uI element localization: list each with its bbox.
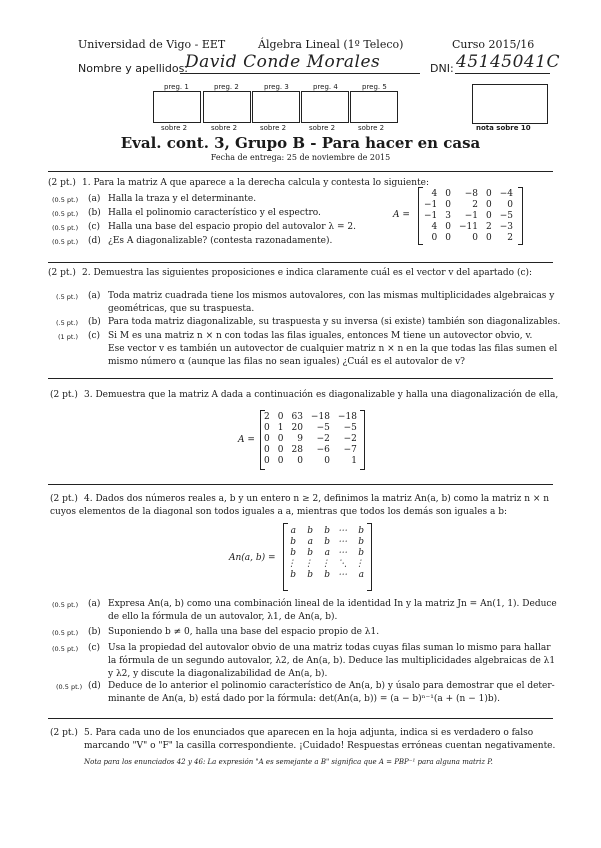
course-label: Curso 2015/16 (452, 38, 535, 51)
final-grade-box[interactable] (472, 84, 548, 124)
item-text: Ese vector v es también un autovector de cualquier matriz n × n en la que todas las filas sumen el (108, 344, 558, 354)
item-label: (a) (88, 194, 101, 204)
item-label: (c) (88, 222, 101, 232)
due-date: Fecha de entrega: 25 de noviembre de 2015 (210, 153, 391, 162)
preg-label: preg. 5 (362, 83, 387, 91)
preg-label: preg. 1 (164, 83, 189, 91)
grade-box-5[interactable] (350, 91, 398, 123)
item-text: Halla la traza y el determinante. (108, 194, 257, 204)
sobre-label: sobre 2 (211, 124, 238, 132)
q1-points: (2 pt.) (48, 178, 76, 188)
grade-box-4[interactable] (301, 91, 349, 123)
name-label: Nombre y apellidos: (78, 62, 189, 75)
q3-points: (2 pt.) (50, 390, 78, 400)
q1-matrix: 4 0 −8 0 −4 −1 0 2 0 0 −1 3 −1 0 −5 4 0 −11 2 −3 0 0 0 0 2 (424, 189, 514, 243)
q4-text: 4. Dados dos números reales a, b y un entero n ≥ 2, definimos la matriz An(a, b) como la matriz n × n (84, 494, 550, 504)
item-points: (0.5 pt.) (52, 210, 79, 218)
q5-text: marcando "V" o "F" la casilla correspondiente. ¡Cuidado! Respuestas erróneas cuentan negativamente. (84, 741, 556, 751)
name-value[interactable]: David Conde Morales (185, 52, 381, 72)
preg-label: preg. 2 (214, 83, 239, 91)
q3-matrix: 2 0 63 −18 −18 0 1 20 −5 −5 0 0 9 −2 −2 0 0 28 −6 −7 0 0 0 0 1 (264, 412, 357, 466)
q1-matrix-name: A = (393, 210, 410, 220)
item-text: Toda matriz cuadrada tiene los mismos autovalores, con las mismas multiplicidades algebraicas y (108, 291, 555, 301)
item-points: (0.5 pt.) (56, 683, 83, 691)
item-points: (0.5 pt.) (52, 601, 79, 609)
item-text: mismo número α (aunque las filas no sean iguales) ¿Cuál es el autovalor de v? (108, 357, 465, 367)
sobre-label: sobre 2 (309, 124, 336, 132)
item-text: la fórmula de un segundo autovalor, λ2, de An(a, b). Deduce las multiplicidades algebraicas de λ1 (108, 656, 556, 666)
preg-label: preg. 4 (313, 83, 338, 91)
q4-matrix-name: An(a, b) = (229, 553, 276, 563)
preg-label: preg. 3 (264, 83, 289, 91)
item-points: (0.5 pt.) (52, 629, 79, 637)
dni-label: DNI: (430, 62, 454, 75)
item-text: Usa la propiedad del autovalor obvio de una matriz todas cuyas filas suman lo mismo para hallar (108, 643, 551, 653)
subject-label: Álgebra Lineal (1º Teleco) (258, 38, 404, 51)
sobre-label: sobre 2 (358, 124, 385, 132)
item-points: (.5 pt.) (56, 293, 79, 301)
item-text: Para toda matriz diagonalizable, su traspuesta y su inversa (si existe) también son diagonalizables. (108, 317, 561, 327)
item-text: ¿Es A diagonalizable? (contesta razonadamente). (108, 236, 333, 246)
q3-matrix-name: A = (238, 435, 255, 445)
item-label: (a) (88, 599, 101, 609)
item-points: (1 pt.) (58, 333, 79, 341)
sobre-label: sobre 2 (161, 124, 188, 132)
q4-text: cuyos elementos de la diagonal son todos iguales a a, mientras que todos los demás son iguales a b: (50, 507, 508, 517)
dni-value[interactable]: 45145041C (456, 52, 561, 72)
item-text: Si M es una matriz n × n con todas las filas iguales, entonces M tiene un autovector obvio, v. (108, 331, 533, 341)
grade-box-2[interactable] (203, 91, 251, 123)
item-label: (b) (88, 317, 101, 327)
final-grade-label: nota sobre 10 (476, 124, 531, 132)
q5-text: 5. Para cada uno de los enunciados que aparecen en la hoja adjunta, indica si es verdadero o falso (84, 728, 534, 738)
item-text: Halla el polinomio característico y el espectro. (108, 208, 321, 218)
q2-text: 2. Demuestra las siguientes proposiciones e indica claramente cuál es el vector v del apartado (c): (82, 268, 533, 278)
item-points: (0.5 pt.) (52, 645, 79, 653)
item-text: Deduce de lo anterior el polinomio característico de An(a, b) y úsalo para demostrar que el deter- (108, 681, 555, 691)
q3-text: 3. Demuestra que la matriz A dada a continuación es diagonalizable y halla una diagonalización de ella, (84, 390, 559, 400)
item-text: Halla una base del espacio propio del autovalor λ = 2. (108, 222, 356, 232)
university-label: Universidad de Vigo - EET (78, 38, 226, 51)
item-points: (0.5 pt.) (52, 238, 79, 246)
item-text: geométricas, que su traspuesta. (108, 304, 255, 314)
item-points: (.5 pt.) (56, 319, 79, 327)
q5-note: Nota para los enunciados 42 y 46: La expresión "A es semejante a B" significa que A = PBP⁻¹ para alguna matriz P. (84, 758, 493, 766)
q4-matrix: a b b ⋯ b b a b ⋯ b b b a ⋯ b ⋮ ⋮ ⋮ ⋱ ⋮ b b b ⋯ a (287, 526, 364, 580)
q2-points: (2 pt.) (48, 268, 76, 278)
item-label: (d) (88, 236, 101, 246)
grade-box-1[interactable] (153, 91, 201, 123)
item-label: (b) (88, 208, 101, 218)
grade-box-3[interactable] (252, 91, 300, 123)
item-label: (a) (88, 291, 101, 301)
item-label: (c) (88, 331, 101, 341)
page-title: Eval. cont. 3, Grupo B - Para hacer en casa (120, 134, 481, 152)
item-text: y λ2, y discute la diagonalizabilidad de An(a, b). (108, 669, 328, 679)
item-text: Expresa An(a, b) como una combinación lineal de la identidad In y la matriz Jn = An(1, 1). Deduce (108, 599, 557, 609)
item-text: minante de An(a, b) está dado por la fórmula: det(An(a, b)) = (a − b)ⁿ⁻¹(a + (n − 1)b). (108, 694, 500, 704)
q5-points: (2 pt.) (50, 728, 78, 738)
q4-points: (2 pt.) (50, 494, 78, 504)
item-label: (d) (88, 681, 101, 691)
item-text: de ello la fórmula de un autovalor, λ1, de An(a, b). (108, 612, 338, 622)
item-text: Suponiendo b ≠ 0, halla una base del espacio propio de λ1. (108, 627, 380, 637)
item-points: (0.5 pt.) (52, 196, 79, 204)
item-label: (b) (88, 627, 101, 637)
item-points: (0.5 pt.) (52, 224, 79, 232)
q1-text: 1. Para la matriz A que aparece a la derecha calcula y contesta lo siguiente: (82, 178, 429, 188)
item-label: (c) (88, 643, 101, 653)
sobre-label: sobre 2 (260, 124, 287, 132)
